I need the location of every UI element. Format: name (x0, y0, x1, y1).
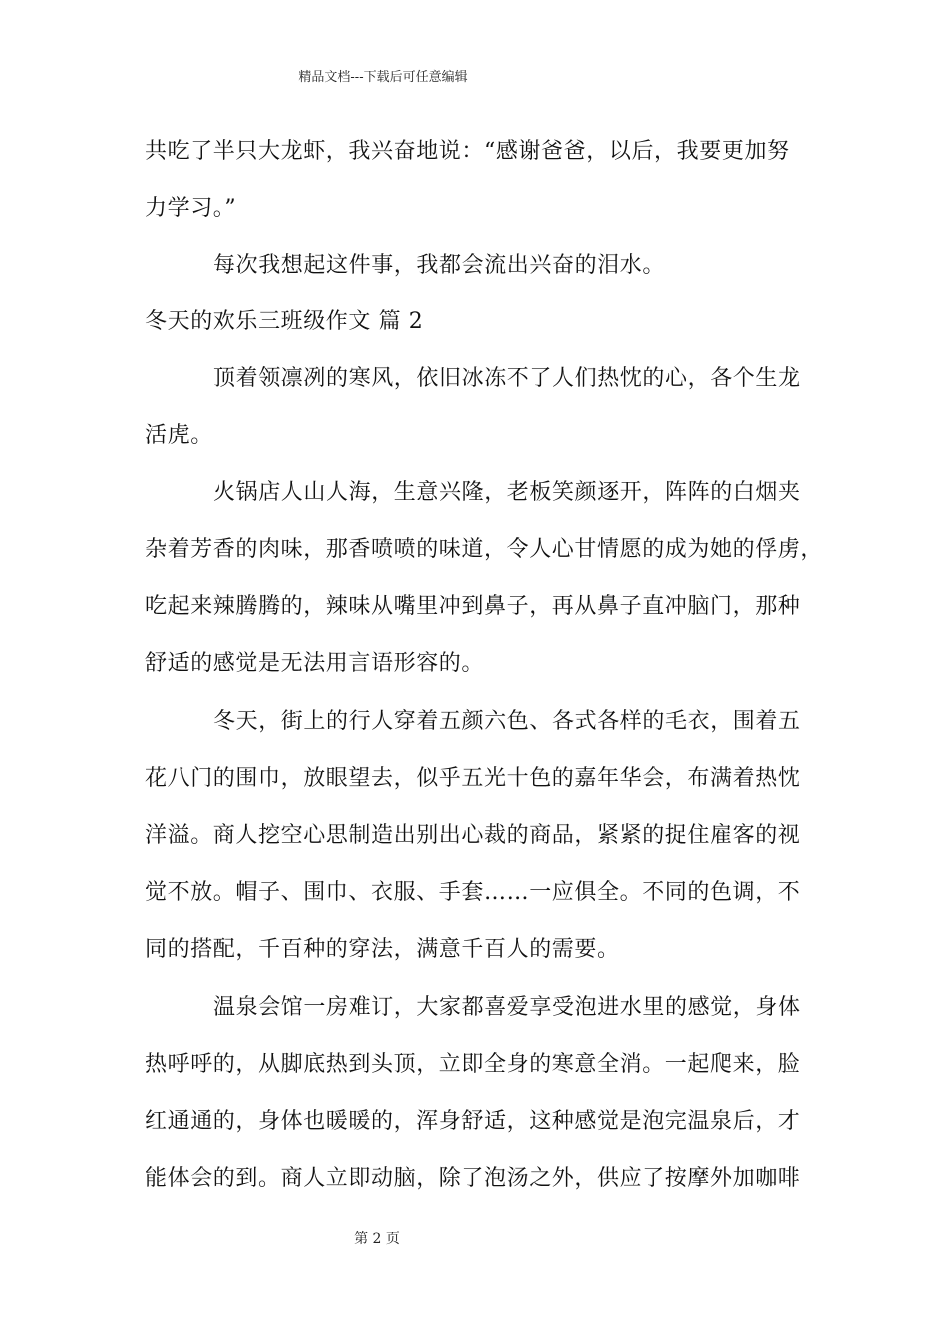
text-line: 火锅店人山人海，生意兴隆，老板笑颜逐开，阵阵的白烟夹 (213, 480, 801, 505)
text-line: 每次我想起这件事，我都会流出兴奋的泪水。 (213, 253, 666, 278)
text-line: 杂着芳香的肉味，那香喷喷的味道，令人心甘情愿的成为她的俘虏， (145, 537, 824, 562)
text-line: 同的搭配，千百种的穿法，满意千百人的需要。 (145, 937, 620, 962)
text-line: 觉不放。帽子、围巾、衣服、手套……一应俱全。不同的色调，不 (145, 880, 801, 905)
text-line: 冬天，街上的行人穿着五颜六色、各式各样的毛衣，围着五 (213, 709, 801, 734)
text-line: 舒适的感觉是无法用言语形容的。 (145, 651, 485, 676)
text-line: 洋溢。商人挖空心思制造出别出心裁的商品，紧紧的捉住雇客的视 (145, 823, 801, 848)
text-line: 力学习。” (145, 196, 237, 221)
text-line: 热呼呼的，从脚底热到头顶，立即全身的寒意全消。一起爬来，脸 (145, 1052, 801, 1077)
text-line: 顶着领凛冽的寒风，依旧冰冻不了人们热忱的心，各个生龙 (213, 366, 801, 391)
text-line: 温泉会馆一房难订，大家都喜爱享受泡进水里的感觉，身体 (213, 995, 801, 1020)
text-line: 吃起来辣腾腾的，辣味从嘴里冲到鼻子，再从鼻子直冲脑门，那种 (145, 594, 801, 619)
section-heading: 冬天的欢乐三班级作文 篇 2 (145, 309, 424, 334)
text-line: 花八门的围巾，放眼望去，似乎五光十色的嘉年华会，布满着热忱 (145, 766, 801, 791)
text-line: 活虎。 (145, 423, 213, 448)
text-line: 能体会的到。商人立即动脑，除了泡汤之外，供应了按摩外加咖啡 (145, 1166, 801, 1191)
text-line: 红通通的，身体也暖暖的，浑身舒适，这种感觉是泡完温泉后，才 (145, 1109, 801, 1134)
page-number: 第 2 页 (354, 1231, 400, 1247)
text-line: 共吃了半只大龙虾，我兴奋地说：“感谢爸爸，以后，我要更加努 (145, 139, 790, 164)
page-header: 精品文档---下载后可任意编辑 (298, 70, 468, 85)
